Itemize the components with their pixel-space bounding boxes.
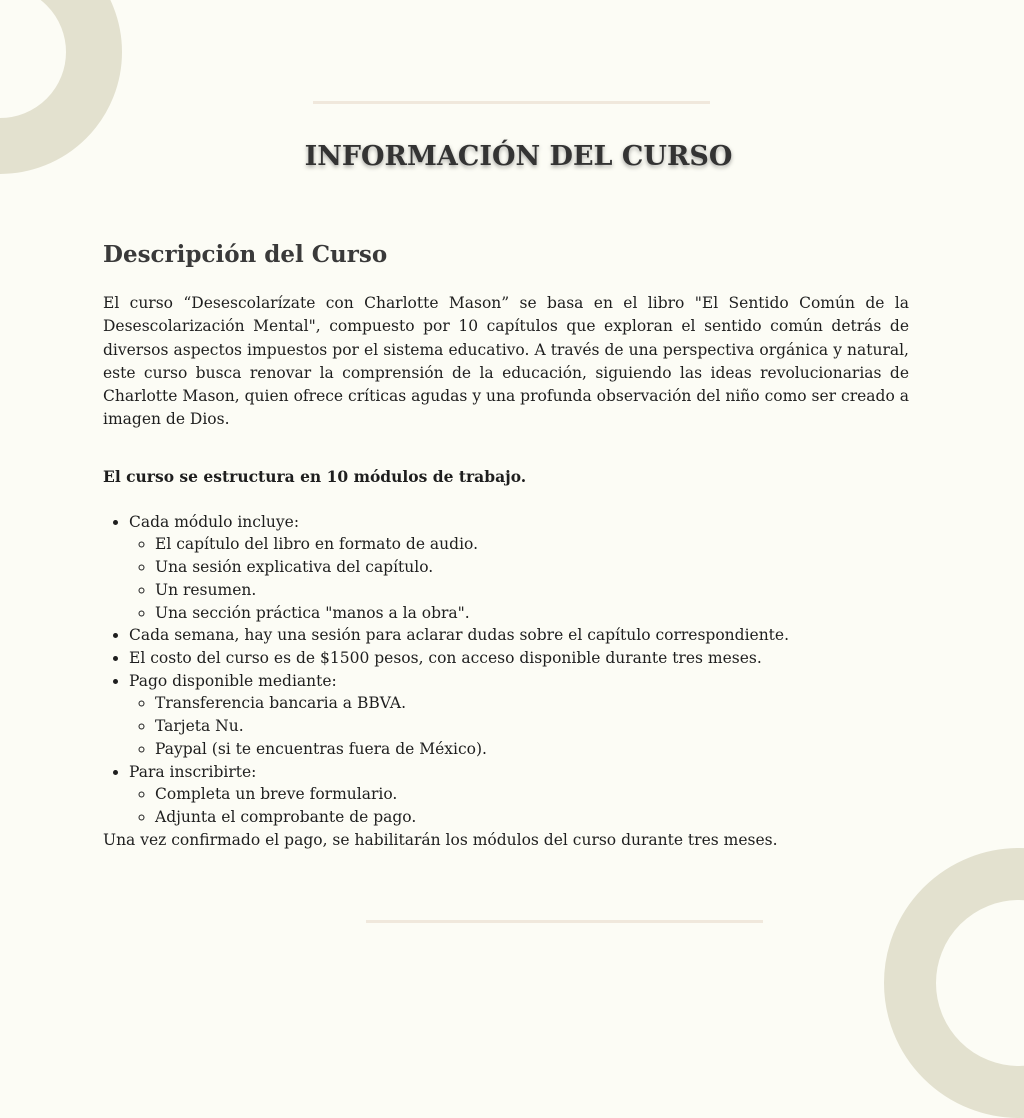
list-item-weekly-session: • Cada semana, hay una sesión para aclarar dudas sobre el capítulo correspondiente. <box>129 624 909 647</box>
sub-list-item: ◦ Completa un breve formulario. <box>155 783 909 806</box>
list-item-payment <box>129 670 909 761</box>
divider-bottom <box>366 920 763 923</box>
sub-list-item: ◦ El capítulo del libro en formato de audio. <box>155 533 909 556</box>
list-item-module-includes <box>129 511 909 625</box>
list-item-cost: • El costo del curso es de $1500 pesos, con acceso disponible durante tres meses. <box>129 647 909 670</box>
section-heading: Descripción del Curso <box>103 241 388 268</box>
sub-list-item: ◦ Adjunta el comprobante de pago. <box>155 806 909 829</box>
decorative-ring-bottom-right <box>884 848 1024 1118</box>
closing-statement: Una vez confirmado el pago, se habilitarán los módulos del curso durante tres meses. <box>103 830 778 849</box>
module-contents-list <box>129 533 909 624</box>
list-item-enrollment <box>129 761 909 829</box>
course-info-content <box>103 237 909 851</box>
sub-list-item: ◦ Un resumen. <box>155 579 909 602</box>
course-description: El curso “Desescolarízate con Charlotte Mason” se basa en el libro "El Sentido Común de la Desescolarización Mental", compuesto por 10 capítulos que exploran el sentido común detrás de diversos aspectos impuestos por el sistema educativo. A través de una perspectiva orgánica y natural, este curso busca renovar la comprensión de la educación, siguiendo las ideas revolucionarias de Charlotte Mason, quien ofrece críticas agudas y una profunda observación del niño como ser creado a imagen de Dios. <box>103 294 909 429</box>
sub-list-item: ◦ Paypal (si te encuentras fuera de México). <box>155 738 909 761</box>
sub-list-item: ◦ Tarjeta Nu. <box>155 715 909 738</box>
enrollment-steps-list <box>129 783 909 828</box>
divider-top <box>313 101 710 104</box>
sub-list-item: ◦ Transferencia bancaria a BBVA. <box>155 692 909 715</box>
course-details-list <box>103 511 909 829</box>
payment-methods-list <box>129 692 909 760</box>
list-item-text: Pago disponible mediante: <box>129 671 337 690</box>
list-item-text: Para inscribirte: <box>129 762 257 781</box>
page-title: INFORMACIÓN DEL CURSO <box>304 141 733 172</box>
sub-list-item: ◦ Una sección práctica "manos a la obra". <box>155 602 909 625</box>
sub-list-item: ◦ Una sesión explicativa del capítulo. <box>155 556 909 579</box>
list-item-text: Cada módulo incluye: <box>129 512 300 531</box>
structure-statement: El curso se estructura en 10 módulos de trabajo. <box>103 466 527 486</box>
